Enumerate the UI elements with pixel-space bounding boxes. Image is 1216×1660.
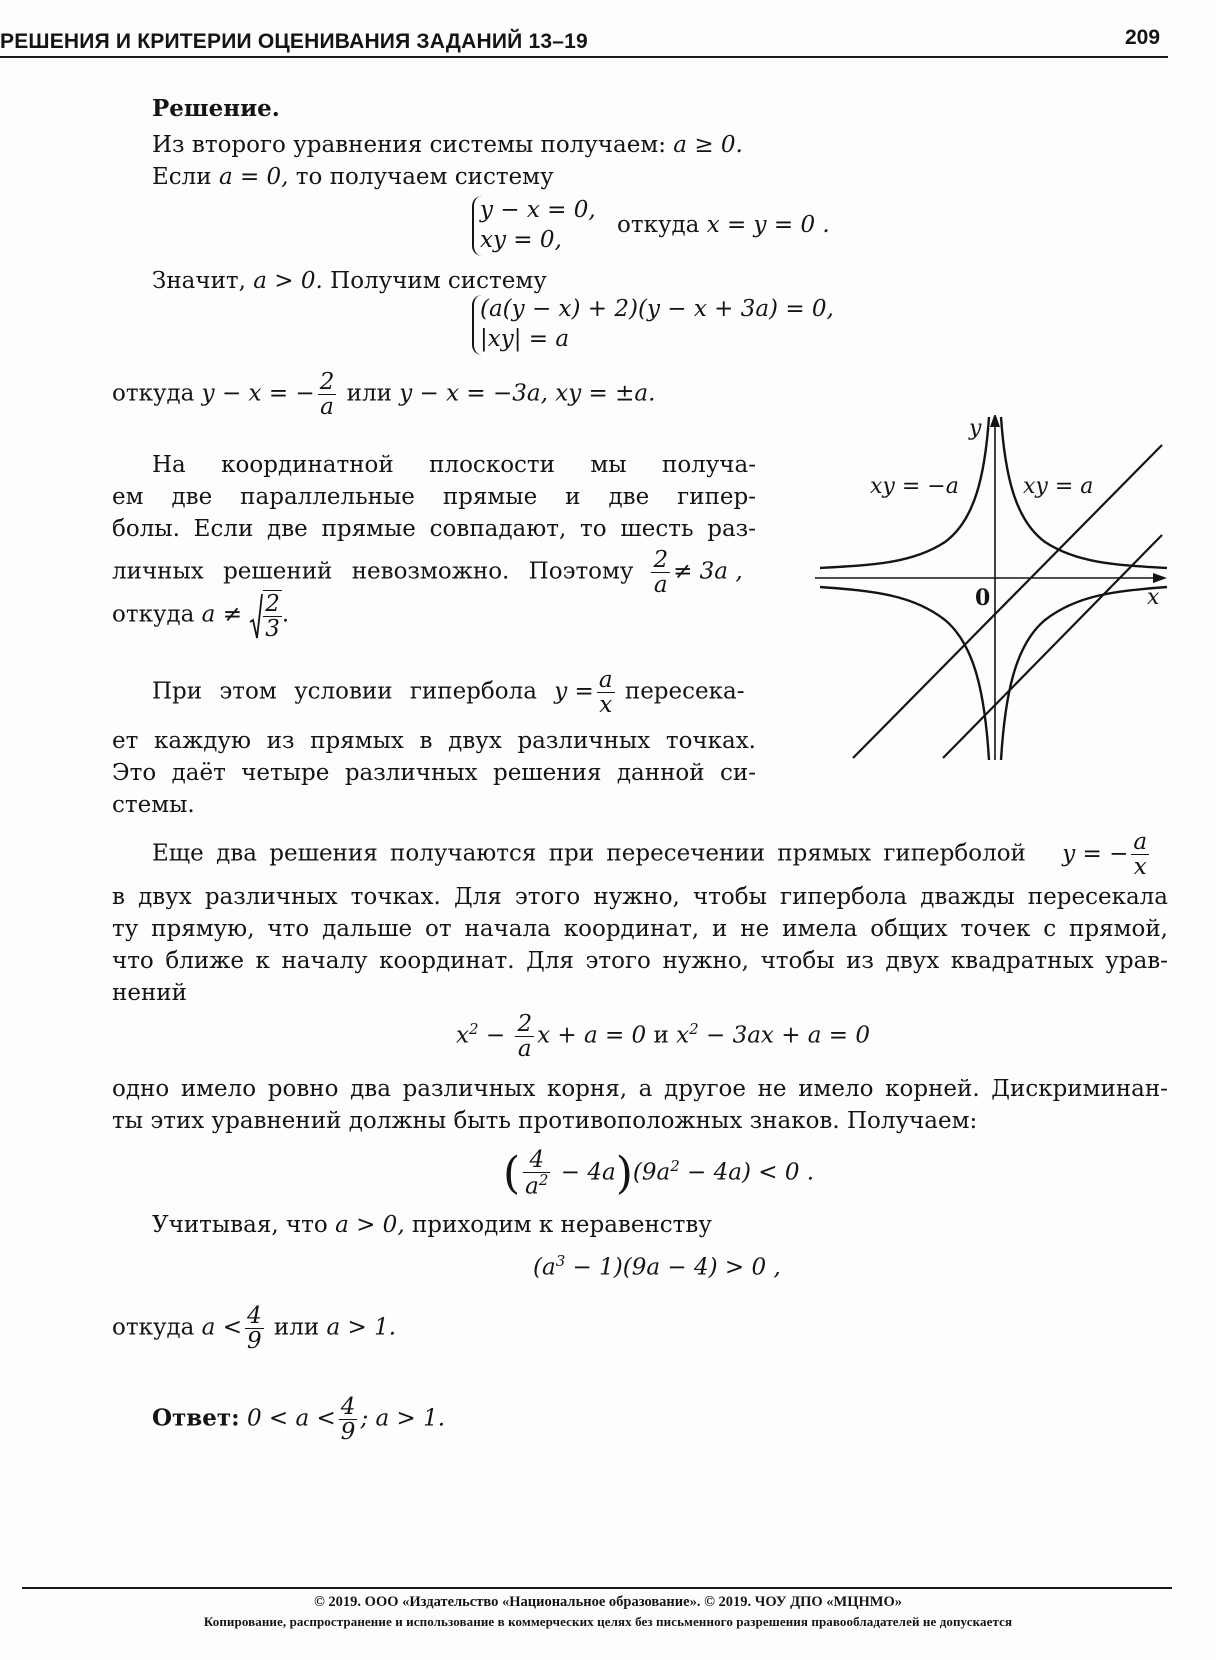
numerator: a [598,667,613,693]
left-paren: ( [503,1148,521,1199]
right-paren: ) [615,1148,633,1199]
discriminant-inequality [503,1148,814,1199]
hyperbola-para-line-3: Это даёт четыре различных решения данной си- [112,760,756,786]
text: личных решений невозможно. Поэтому [112,558,634,585]
numerator: 4 [246,1303,262,1329]
fraction [651,548,670,597]
math: y = − [1062,840,1129,867]
math: a < [201,1314,242,1341]
quadratic-equations [456,1012,870,1061]
text: приходим к неравенству [404,1212,712,1238]
denominator: x [1131,854,1149,879]
exponent: 2 [670,1156,680,1175]
exponent: 3 [555,1252,566,1270]
cont-line-3: ту прямую, что дальше от начала координат, и не имела общих точек с прямой, [112,916,1168,942]
cont-line-5: нений [112,980,187,1006]
graph-para-line-1: На координатной плоскости мы получа- [152,452,756,478]
fraction [1131,830,1149,879]
hyperbola-para-line-4: стемы. [112,792,195,818]
exponent: 2 [538,1171,549,1190]
running-header: РЕШЕНИЯ И КРИТЕРИИ ОЦЕНИВАНИЯ ЗАДАНИЙ 13–19 [0,30,588,53]
origin-label: 0 [975,585,991,611]
numerator: 4 [529,1147,545,1174]
math: x = y = 0 . [706,211,830,238]
denominator: a [318,394,337,419]
math: y = [554,678,594,705]
cont-line-1 [152,830,1152,879]
cont-line-6: одно имело ровно два различных корня, а другое не имело корней. Дискриминан- [112,1076,1168,1102]
denominator [523,1172,550,1199]
y-axis-arrow-icon [990,415,1000,427]
text: откуда [112,601,202,628]
fraction [339,1395,358,1444]
equation: (a(y − x) + 2)(y − x + 3a) = 0, [480,296,834,322]
equation: y − x = 0, [480,197,596,223]
label-xy-a: xy = a [1023,474,1094,499]
numerator: 2 [517,1011,533,1037]
denominator: 3 [265,616,280,643]
math: − 1)(9a − 4) > 0 , [565,1254,781,1281]
hyperbola-para-line-2: ет каждую из прямых в двух различных точках. [112,728,756,754]
reduced-inequality [533,1252,781,1281]
math: − 4a) < 0 . [679,1159,815,1186]
solution-line-1 [152,132,743,158]
system-1 [472,196,830,256]
solution-line-4 [112,370,655,419]
page-number: 209 [1125,26,1161,49]
fraction [245,1304,264,1353]
math: − 4a [553,1159,616,1186]
fraction [597,668,615,717]
text: Значит, [152,268,254,294]
text: пересека- [617,678,745,705]
line-y-minus-x-near [943,535,1162,758]
math: a > 0, [335,1212,405,1238]
y-axis-label: y [969,416,982,441]
graph-para-line-5 [112,590,289,641]
denominator: 9 [340,1419,356,1446]
text: Из второго уравнения системы получаем: [152,132,674,158]
math: x + a = 0 [537,1022,647,1049]
math: (a [533,1254,556,1281]
text: или [266,1314,327,1341]
math: − [478,1022,513,1049]
text: откуда [617,211,707,238]
cont-line-2: в двух различных точках. Для этого нужно, чтобы гипербола дважды пересекала [112,884,1168,910]
header-rule [0,56,1168,58]
text: Еще два решения получаются при пересечении прямых гиперболой [152,840,1039,867]
math: x [676,1022,690,1049]
cont-line-8 [152,1212,712,1238]
text: . [281,601,290,628]
solution-line-3 [152,268,547,294]
math: y − x = −3a, xy = ±a. [399,380,656,407]
denominator: 9 [246,1328,262,1355]
math: a ≥ 0. [673,132,743,158]
denominator: a [515,1036,534,1061]
equation: xy = 0, [480,226,562,253]
exponent: 2 [689,1019,699,1038]
x-axis-arrow-icon [1153,573,1167,583]
radical-sign-icon [249,592,263,640]
math: ; a > 1. [360,1405,446,1432]
text: или [339,380,400,407]
math: − 3ax + a = 0 [698,1022,871,1049]
label-xy-neg-a: xy = −a [870,474,959,499]
hyperbola-para-line-1 [152,668,745,717]
answer-label: Ответ: [152,1404,240,1432]
hyperbola-xy-a-branch-2 [820,587,989,760]
fraction [515,1012,534,1061]
square-root [249,590,282,641]
cont-line-9 [112,1304,396,1353]
system-brace [472,196,596,256]
system-2 [472,295,834,355]
coordinate-graph [815,415,1170,765]
math: a > 1. [326,1314,397,1341]
text: откуда [112,380,202,407]
math: a ≠ [201,601,242,628]
footer-rule [22,1587,1172,1589]
math: x [456,1022,469,1049]
numerator: a [1133,829,1148,855]
text: и [646,1022,677,1049]
cont-line-7: ты этих уравнений должны быть противоположных знаков. Получаем: [112,1108,978,1134]
solution-line-2 [152,164,554,190]
text: Если [152,164,219,190]
numerator: 2 [265,591,280,617]
denominator: a [651,572,670,597]
numerator: 4 [340,1394,356,1420]
exponent: 2 [468,1019,479,1038]
text: При этом условии гипербола [152,678,555,705]
fraction [523,1148,550,1199]
text: Получим систему [322,268,547,294]
graph-para-line-2: ем две параллельные прямые и две гипер- [112,484,756,510]
answer-line [152,1395,445,1444]
math: y − x = − [201,380,315,407]
denominator: x [597,692,615,717]
math: ≠ 3a , [673,558,743,585]
math: a = 0, [218,164,289,190]
numerator: 2 [653,547,669,573]
math: 0 < a < [239,1405,336,1432]
graph-para-line-3: болы. Если две прямые совпадают, то шесть раз- [112,516,756,542]
fraction [263,590,282,641]
math: a > 0. [253,268,323,294]
fraction [318,370,337,419]
numerator: 2 [319,369,335,395]
cont-line-4: что ближе к началу координат. Для этого нужно, чтобы из двух квадратных урав- [112,948,1168,974]
denominator-base: a [525,1173,539,1200]
x-axis-label: x [1147,585,1160,610]
solution-heading: Решение. [152,95,280,122]
math: (9a [632,1159,671,1186]
equation: |xy| = a [480,325,570,352]
system-brace [472,295,834,355]
footer-notice: Копирование, распространение и использование в коммерческих целях без письменного разрешения правообладателей не допускается [203,1614,1013,1629]
text: то получаем систему [288,164,554,190]
text: Учитывая, что [152,1212,336,1238]
footer-copyright: © 2019. ООО «Издательство «Национальное образование». © 2019. ЧОУ ДПО «МЦНМО» [313,1594,903,1610]
text: откуда [112,1314,202,1341]
